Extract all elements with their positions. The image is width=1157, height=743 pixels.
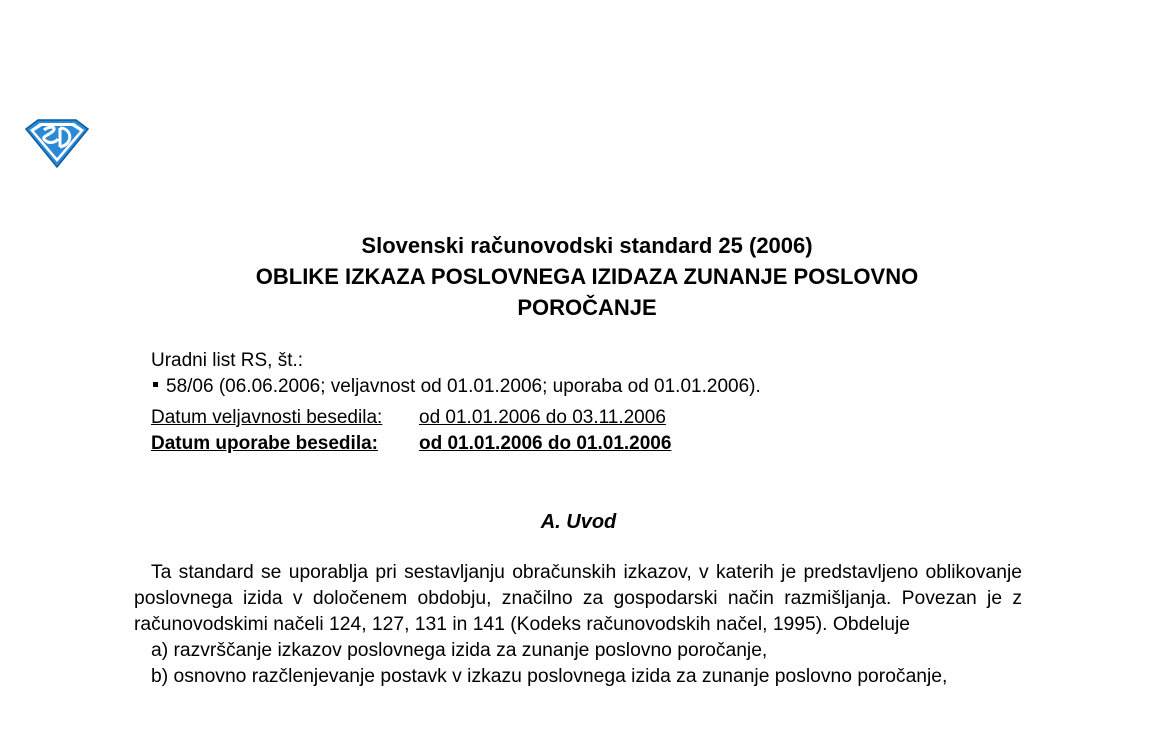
- validity-date-value: od 01.01.2006 do 03.11.2006: [419, 407, 666, 428]
- intro-paragraph: Ta standard se uporablja pri sestavljanju obračunskih izkazov, v katerih je predstavljeno oblikovanje poslovnega izida v določenem obdobju, značilno za gospodarski način razmišljanja. Povezan je z računovodskimi načeli 124, 127, 131 in 141 (Kodeks računovodskih načel, 1995). Obdeluje: [134, 562, 1022, 635]
- title-line-3: POROČANJE: [517, 295, 657, 320]
- sd-diamond-logo-icon: [22, 117, 92, 171]
- gazette-entry: [151, 374, 1011, 400]
- use-date-value: od 01.01.2006 do 01.01.2006: [419, 433, 672, 454]
- title-line-2: OBLIKE IZKAZA POSLOVNEGA IZIDAZA ZUNANJE POSLOVNO: [255, 264, 919, 289]
- use-date-label: Datum uporabe besedila:: [151, 433, 378, 454]
- title-line-1: Slovenski računovodski standard 25 (2006): [361, 233, 813, 258]
- body-text: [134, 560, 1022, 690]
- gazette-label: Uradni list RS, št.:: [151, 350, 304, 371]
- bullet-icon: [153, 382, 158, 387]
- gazette-entry-text: 58/06 (06.06.2006; veljavnost od 01.01.2006; uporaba od 01.01.2006).: [166, 376, 761, 397]
- use-date-row: [151, 431, 671, 457]
- document-title: [160, 230, 1014, 323]
- section-title: A. Uvod: [540, 511, 617, 533]
- gazette-info: [151, 348, 1011, 400]
- validity-date-label: Datum veljavnosti besedila:: [151, 407, 383, 428]
- text-dates: [151, 405, 671, 457]
- validity-date-row: [151, 405, 671, 431]
- list-item-a: a) razvrščanje izkazov poslovnega izida za zunanje poslovno poročanje,: [151, 640, 768, 661]
- list-item-b: b) osnovno razčlenjevanje postavk v izkazu poslovnega izida za zunanje poslovno poročanje,: [151, 666, 948, 687]
